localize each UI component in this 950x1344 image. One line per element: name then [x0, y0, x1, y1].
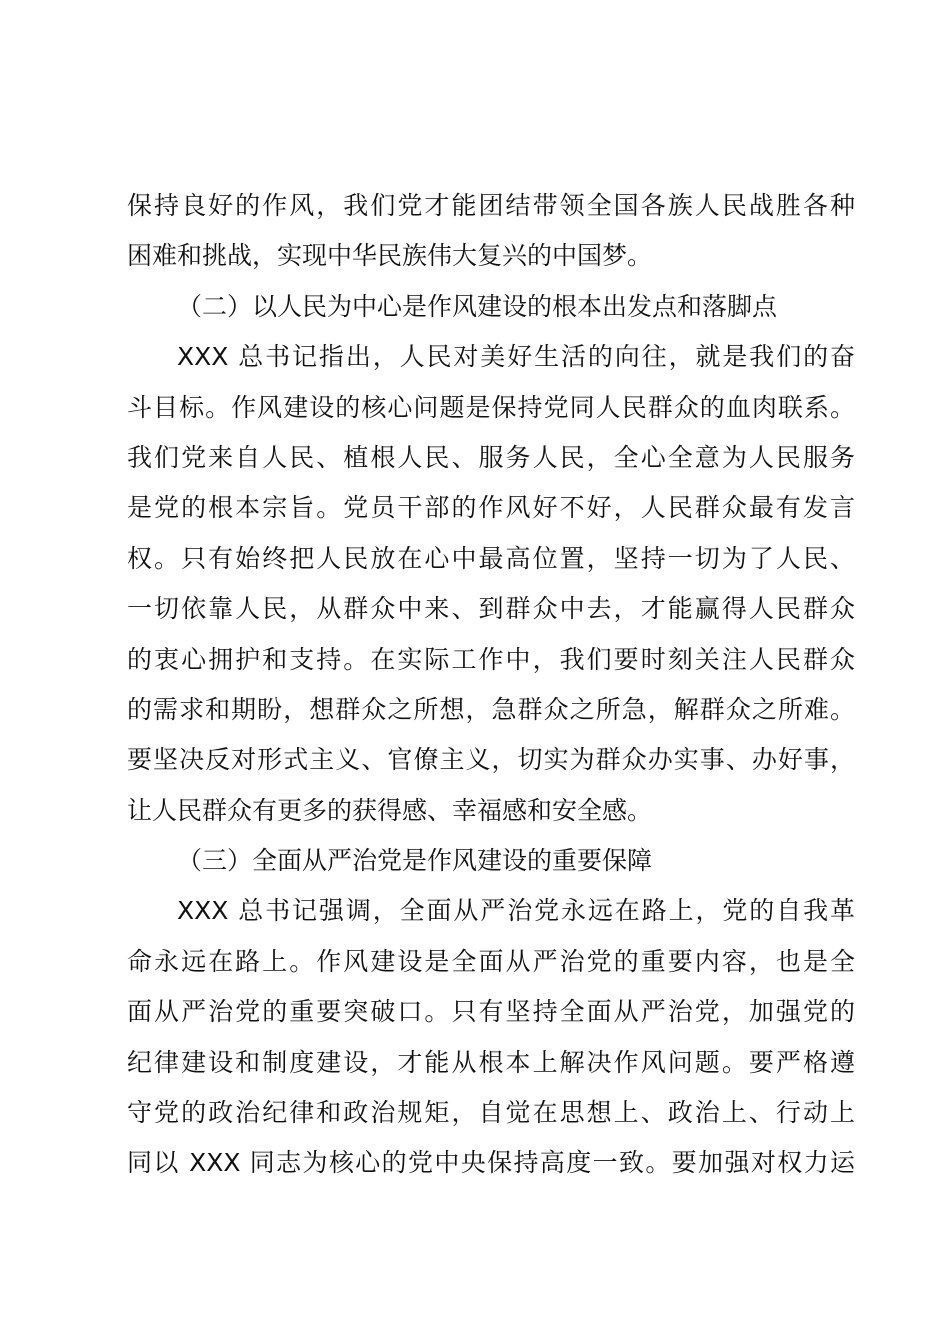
paragraph-line: 同以 XXX 同志为核心的党中央保持高度一致。要加强对权力运: [127, 1148, 855, 1178]
paragraph-line: 的衷心拥护和支持。在实际工作中，我们要时刻关注人民群众: [127, 644, 855, 674]
paragraph-line: 是党的根本宗旨。党员干部的作风好不好，人民群众最有发言: [127, 493, 855, 523]
paragraph-line: 权。只有始终把人民放在心中最高位置，坚持一切为了人民、: [127, 543, 855, 573]
paragraph-2: [127, 332, 855, 836]
paragraph-line: 一切依靠人民，从群众中来、到群众中去，才能赢得人民群众: [127, 594, 855, 624]
paragraph-line: 的需求和期盼，想群众之所想，急群众之所急，解群众之所难。: [127, 694, 855, 724]
paragraph-line: 我们党来自人民、植根人民、服务人民，全心全意为人民服务: [127, 442, 855, 472]
paragraph-3: [127, 886, 855, 1188]
section-heading-3: （三）全面从严治党是作风建设的重要保障: [177, 846, 653, 876]
paragraph-1: [127, 181, 855, 282]
paragraph-line: 命永远在路上。作风建设是全面从严治党的重要内容，也是全: [127, 946, 855, 976]
paragraph-line: XXX 总书记强调，全面从严治党永远在路上，党的自我革: [177, 896, 855, 926]
paragraph-line: 让人民群众有更多的获得感、幸福感和安全感。: [127, 795, 653, 825]
section-heading-2: （二）以人民为中心是作风建设的根本出发点和落脚点: [177, 291, 778, 321]
paragraph-line: 面从严治党的重要突破口。只有坚持全面从严治党，加强党的: [127, 997, 855, 1027]
paragraph-line: 斗目标。作风建设的核心问题是保持党同人民群众的血肉联系。: [127, 392, 855, 422]
paragraph-line: 保持良好的作风，我们党才能团结带领全国各族人民战胜各种: [127, 191, 855, 220]
paragraph-line: 困难和挑战，实现中华民族伟大复兴的中国梦。: [127, 241, 653, 271]
paragraph-line: XXX 总书记指出，人民对美好生活的向往，就是我们的奋: [177, 342, 855, 372]
paragraph-line: 要坚决反对形式主义、官僚主义，切实为群众办实事、办好事，: [127, 745, 855, 775]
document-body: [127, 181, 855, 1189]
paragraph-line: 纪律建设和制度建设，才能从根本上解决作风问题。要严格遵: [127, 1047, 855, 1077]
paragraph-line: 守党的政治纪律和政治规矩，自觉在思想上、政治上、行动上: [127, 1098, 855, 1128]
